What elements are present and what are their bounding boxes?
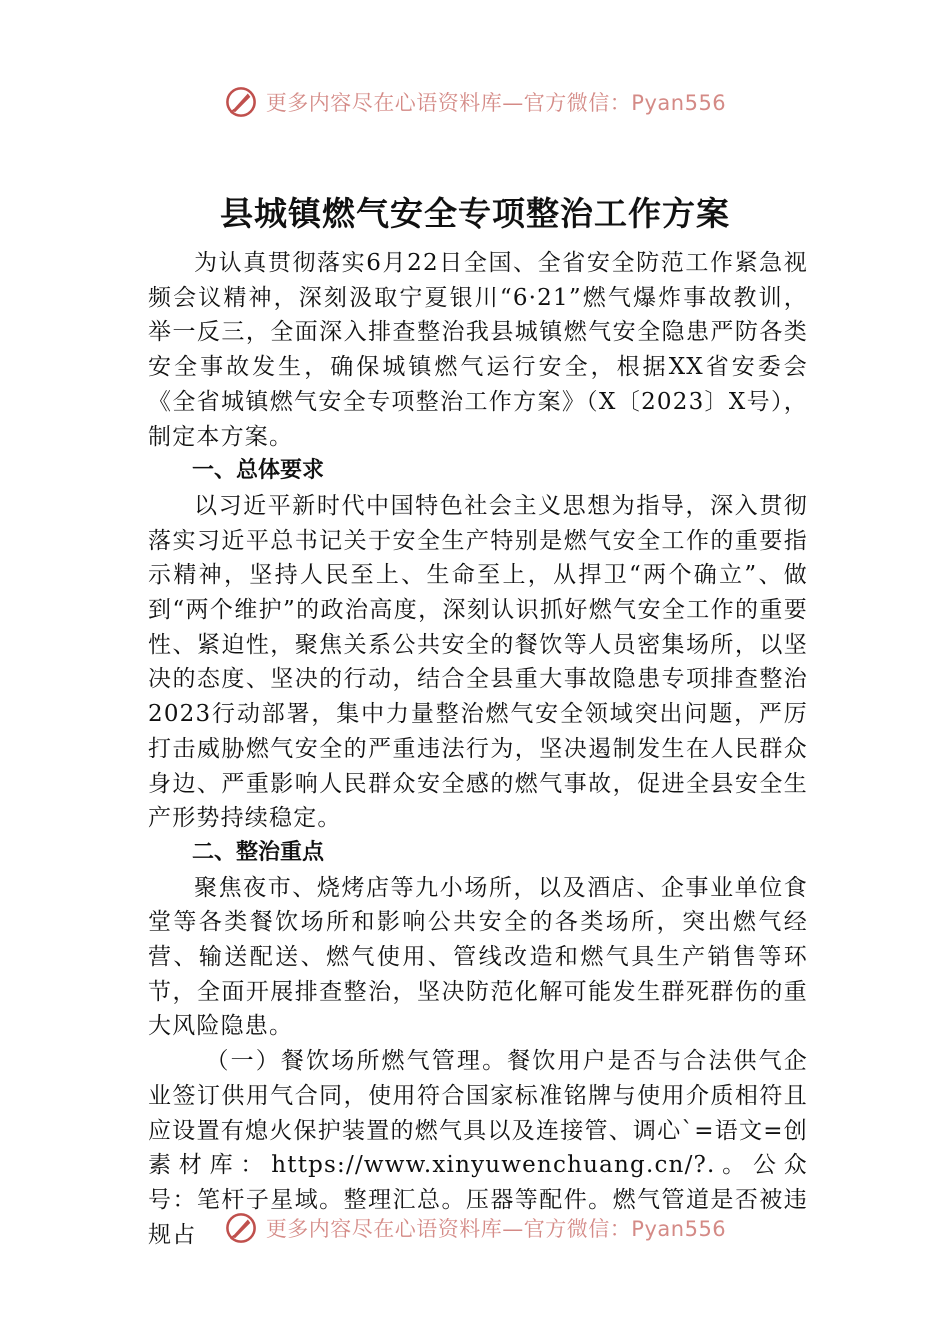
watermark-footer bbox=[0, 1200, 950, 1244]
document-title: 县城镇燃气安全专项整治工作方案 bbox=[220, 194, 730, 233]
watermark-text: 更多内容尽在心语资料库—官方微信：Pyan556 bbox=[265, 91, 727, 115]
watermark-header-inner bbox=[224, 85, 726, 119]
intro-paragraph: 为认真贯彻落实6月22日全国、全省安全防范工作紧急视频会议精神，深刻汲取宁夏银川“6·21”燃气爆炸事故教训，举一反三，全面深入排查整治我县城镇燃气安全隐患严防各类安全事故发生，确保城镇燃气运行安全，根据XX省安委会《全省城镇燃气安全专项整治工作方案》（X〔2023〕X号），制定本方案。 bbox=[148, 250, 808, 450]
section-heading-general-requirements: 一、总体要求 bbox=[192, 458, 325, 484]
section-heading-key-rectification: 二、整治重点 bbox=[192, 839, 325, 865]
watermark-footer-inner bbox=[224, 1211, 726, 1244]
feather-pen-logo-icon bbox=[224, 85, 258, 119]
key-rectification-paragraph: 聚焦夜市、烧烤店等九小场所，以及酒店、企事业单位食堂等各类餐饮场所和影响公共安全的各类场所，突出燃气经营、输送配送、燃气使用、管线改造和燃气具生产销售等环节，全面开展排查整治，坚决防范化解可能发生群死群伤的重大风险隐患。 bbox=[148, 874, 808, 1040]
watermark-header bbox=[0, 80, 950, 124]
feather-pen-logo-icon bbox=[224, 1211, 258, 1244]
document-body bbox=[148, 246, 808, 1252]
catering-gas-management-paragraph: （一）餐饮场所燃气管理。餐饮用户是否与合法供气企业签订供用气合同，使用符合国家标准铭牌与使用介质相符且应设置有熄火保护装置的燃气具以及连接管、调心`=语文=创素材库：https://www.xinyuwenchuang.cn/?.。公众号：笔杆子星域。整理汇总。压器等配件。燃气管道是否被违规占 bbox=[148, 1048, 808, 1248]
watermark-text: 更多内容尽在心语资料库—官方微信：Pyan556 bbox=[265, 1217, 727, 1241]
general-requirements-paragraph: 以习近平新时代中国特色社会主义思想为指导，深入贯彻落实习近平总书记关于安全生产特别是燃气安全工作的重要指示精神，坚持人民至上、生命至上，从捍卫“两个确立”、做到“两个维护”的政治高度，深刻认识抓好燃气安全工作的重要性、紧迫性，聚焦关系公共安全的餐饮等人员密集场所，以坚决的态度、坚决的行动，结合全县重大事故隐患专项排查整治2023行动部署，集中力量整治燃气安全领域突出问题，严厉打击威胁燃气安全的严重违法行为，坚决遏制发生在人民群众身边、严重影响人民群众安全感的燃气事故，促进全县安全生产形势持续稳定。 bbox=[148, 492, 808, 832]
